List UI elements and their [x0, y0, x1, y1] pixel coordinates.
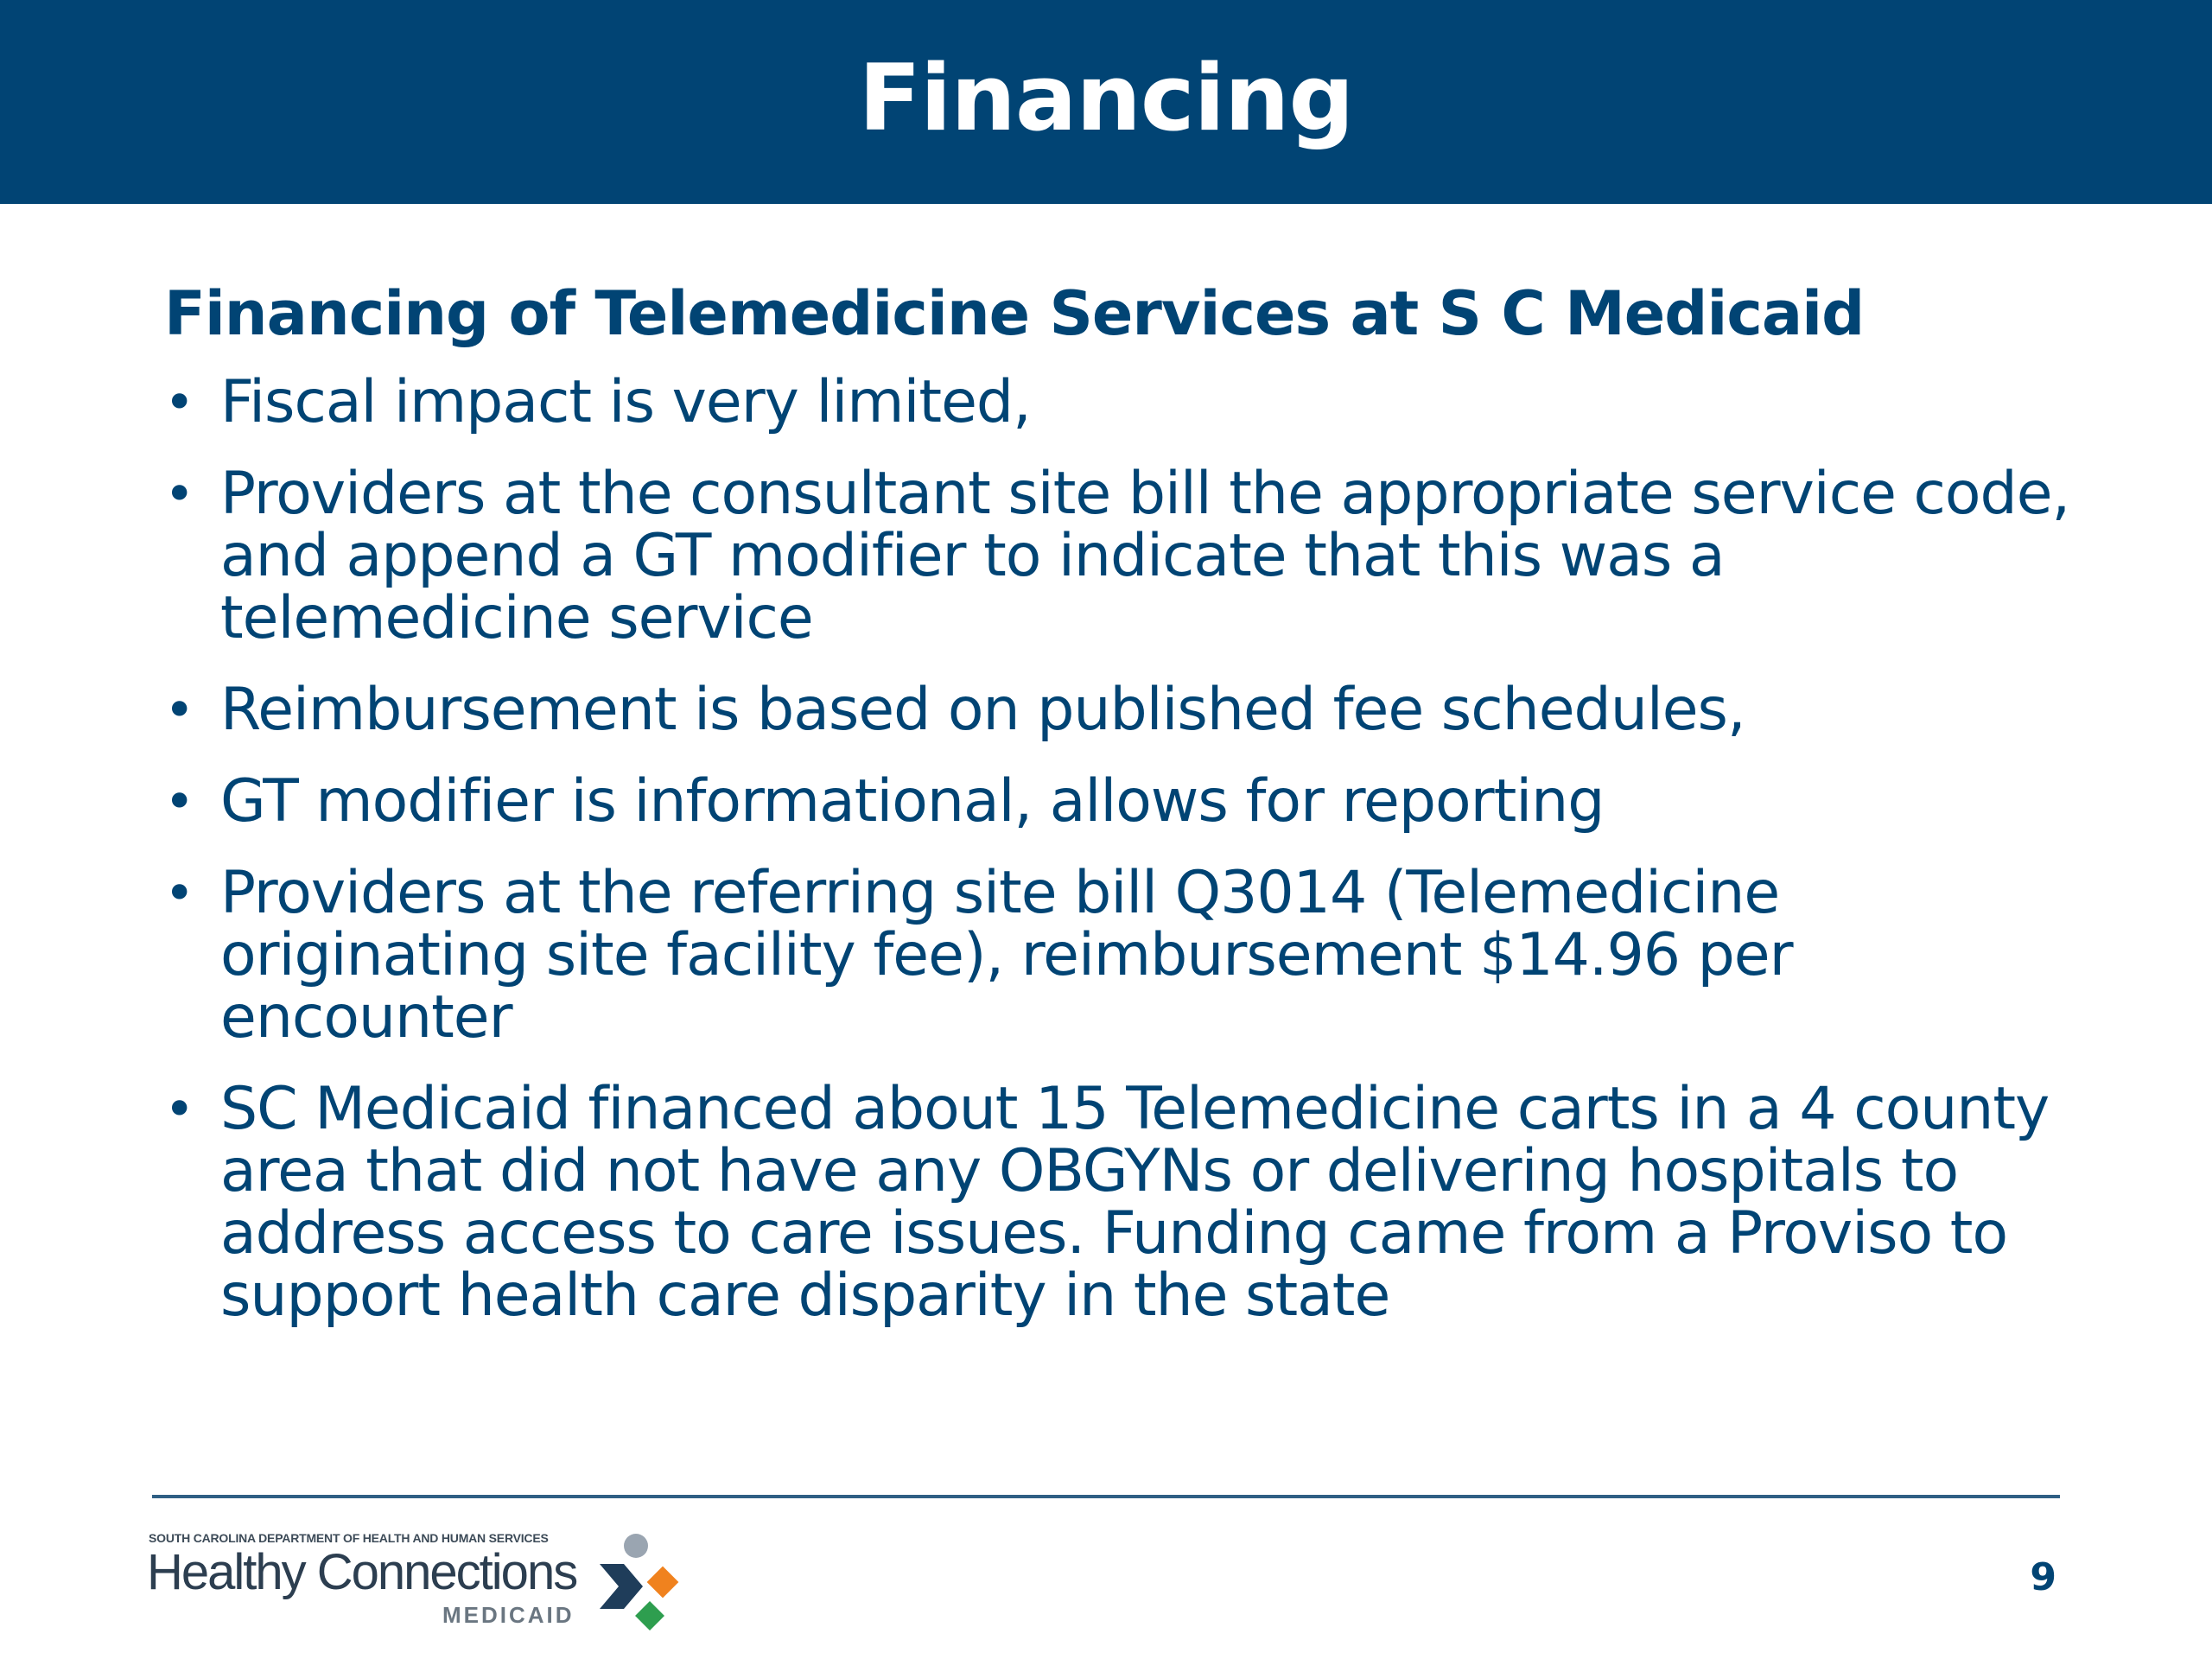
- bullet-item: [164, 460, 2082, 652]
- bullet-text: SC Medicaid financed about 15 Telemedicine carts in a 4 county area that did not have any OBGYNs or delivering hospitals to address access to care issues. Funding came from a Proviso to support health care disparity in the state: [220, 1075, 2050, 1330]
- logo-name-text: Healthy Connections: [147, 1544, 577, 1600]
- slide-title: Financing: [858, 45, 1354, 151]
- logo-department-text: SOUTH CAROLINA DEPARTMENT OF HEALTH AND HUMAN SERVICES: [149, 1531, 549, 1545]
- bullet-text: Reimbursement is based on published fee schedules,: [220, 676, 1745, 744]
- bullet-icon: •: [164, 772, 194, 832]
- bullet-icon: •: [164, 1079, 194, 1140]
- bullet-text: GT modifier is informational, allows for reporting: [220, 767, 1605, 836]
- bullet-list: [164, 368, 2082, 1330]
- x-mark-logo-icon: [598, 1533, 684, 1633]
- bullet-icon: •: [164, 464, 194, 524]
- bullet-item: [164, 368, 2082, 436]
- logo-subtitle-text: MEDICAID: [442, 1602, 575, 1628]
- bullet-icon: •: [164, 680, 194, 741]
- healthy-connections-logo: [149, 1531, 684, 1633]
- bullet-text: Providers at the consultant site bill the appropriate service code, and append a GT modifier to indicate that this was a telemedicine service: [220, 460, 2070, 652]
- slide-body: [164, 278, 2082, 1357]
- bullet-item: [164, 767, 2082, 836]
- bullet-text: Providers at the referring site bill Q3014 (Telemedicine originating site facility fee), reimbursement $14.96 per encounter: [220, 859, 1793, 1052]
- slide-subheading: Financing of Telemedicine Services at S C Medicaid: [164, 278, 1865, 349]
- bullet-icon: •: [164, 372, 194, 433]
- bullet-item: [164, 1075, 2082, 1330]
- footer-divider: [152, 1495, 2060, 1498]
- bullet-item: [164, 859, 2082, 1052]
- page-number: 9: [2030, 1555, 2056, 1599]
- bullet-text: Fiscal impact is very limited,: [220, 368, 1031, 436]
- bullet-item: [164, 676, 2082, 744]
- bullet-icon: •: [164, 863, 194, 924]
